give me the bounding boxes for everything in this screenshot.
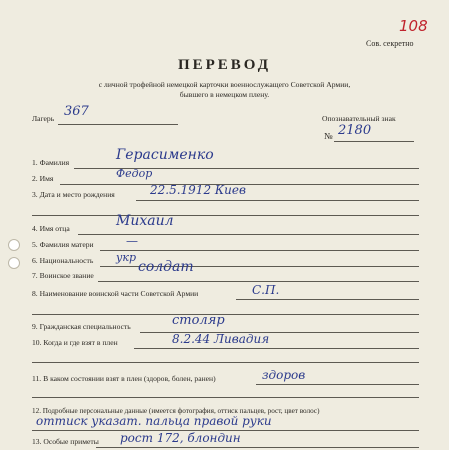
field-1-label: 1. Фамилия [32, 158, 70, 167]
field-11-label: 11. В каком состоянии взят в плен (здоров, болен, ранен) [32, 374, 216, 383]
field-5-label: 5. Фамилия матери [32, 240, 94, 249]
punch-hole-bottom [8, 257, 20, 269]
tag-prefix: № [324, 131, 333, 141]
field-8-value: С.П. [252, 283, 280, 297]
field-7-label: 7. Воинское звание [32, 271, 94, 280]
tag-value: 2180 [338, 123, 372, 138]
field-5-value: — [126, 234, 138, 248]
field-10-label: 10. Когда и где взят в плен [32, 338, 118, 347]
page-number: 108 [399, 17, 428, 35]
camp-value: 367 [64, 104, 89, 119]
field-7-value: солдат [138, 259, 194, 275]
document-title: ПЕРЕВОД [177, 57, 272, 73]
field-4-value: Михаил [116, 213, 174, 229]
field-4-label: 4. Имя отца [32, 224, 70, 233]
field-13-value: рост 172, блондин [120, 431, 241, 445]
field-2-label: 2. Имя [32, 174, 54, 183]
document-subtitle-line1: с личной трофейной немецкой карточки военнослужащего Советской Армии, [98, 80, 351, 89]
field-8-label: 8. Наименование воинской части Советской Армии [32, 289, 199, 298]
camp-label: Лагерь [32, 114, 55, 123]
field-3-label: 3. Дата и место рождения [32, 190, 115, 199]
field-12-value: оттиск указат. пальца правой руки [36, 414, 272, 428]
field-9-value: столяр [172, 313, 225, 328]
field-13-label: 13. Особые приметы [32, 437, 99, 446]
field-10-value: 8.2.44 Ливадия [172, 332, 270, 346]
field-3-value: 22.5.1912 Киев [150, 183, 246, 197]
classification-stamp: Сов. секретно [366, 39, 414, 48]
field-1-value: Герасименко [116, 147, 214, 163]
punch-hole-top [8, 239, 20, 251]
field-6-value: укр [116, 251, 136, 264]
field-6-label: 6. Национальность [32, 256, 94, 265]
field-12-label: 12. Подробные персональные данные (имеется фотография, оттиск пальцев, рост, цвет волос) [32, 407, 320, 415]
document-subtitle-line2: бывшего в немецком плену. [179, 90, 270, 99]
field-2-value: Федор [116, 167, 153, 180]
tag-label: Опознавательный знак [322, 114, 396, 123]
field-11-value: здоров [262, 368, 306, 382]
field-9-label: 9. Гражданская специальность [32, 322, 131, 331]
